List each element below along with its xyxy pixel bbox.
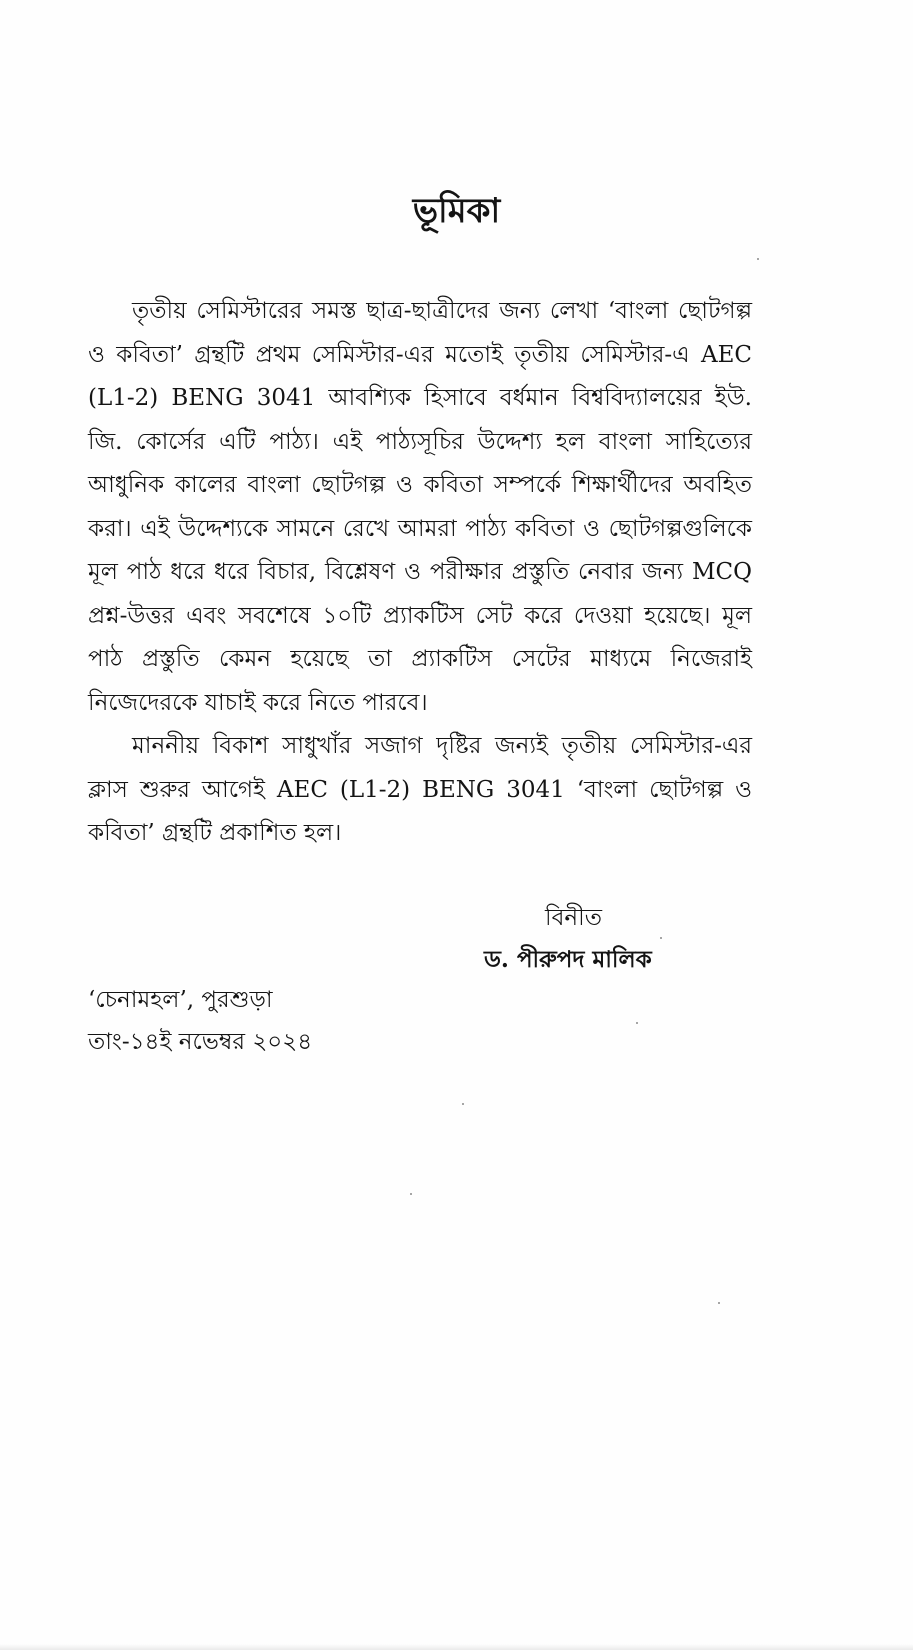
scan-speck <box>410 1193 412 1195</box>
place-date-block <box>88 979 488 1063</box>
scan-speck <box>636 1022 638 1024</box>
scan-edge-shadow <box>0 1644 913 1650</box>
scan-speck <box>757 258 759 260</box>
date-line: তাং-১৪ই নভেম্বর ২০২৪ <box>88 1029 313 1055</box>
author-name: ড. পীরুপদ মালিক <box>484 946 652 973</box>
preface-body <box>88 290 752 856</box>
paragraph-2: মাননীয় বিকাশ সাধুখাঁর সজাগ দৃষ্টির জন্যই তৃতীয় সেমিস্টার-এর ক্লাস শুরুর আগেই AEC (L1-2) BENG 3041 ‘বাংলা ছোটগল্প ও কবিতা’ গ্রন্থটি প্রকাশিত হল। <box>88 733 752 846</box>
closing-word: বিনীত <box>545 905 602 931</box>
scan-speck <box>718 1302 720 1304</box>
scan-speck <box>660 937 662 939</box>
paragraph-1: তৃতীয় সেমিস্টারের সমস্ত ছাত্র-ছাত্রীদের জন্য লেখা ‘বাংলা ছোটগল্প ও কবিতা’ গ্রন্থটি প্রথম সেমিস্টার-এর মতোই তৃতীয় সেমিস্টার-এ AEC (L1-2) BENG 3041 আবশ্যিক হিসাবে বর্ধমান বিশ্ববিদ্যালয়ের ইউ. জি. কোর্সের এটি পাঠ্য। এই পাঠ্যসূচির উদ্দেশ্য হল বাংলা সাহিত্যের আধুনিক কালের বাংলা ছোটগল্প ও কবিতা সম্পর্কে শিক্ষার্থীদের অবহিত করা। এই উদ্দেশ্যকে সামনে রেখে আমরা পাঠ্য কবিতা ও ছোটগল্পগুলিকে মূল পাঠ ধরে ধরে বিচার, বিশ্লেষণ ও পরীক্ষার প্রস্তুতি নেবার জন্য MCQ প্রশ্ন-উত্তর এবং সবশেষে ১০টি প্র্যাকটিস সেট করে দেওয়া হয়েছে। মূল পাঠ প্রস্তুতি কেমন হয়েছে তা প্র্যাকটিস সেটের মাধ্যমে নিজেরাই নিজেদেরকে যাচাই করে নিতে পারবে। <box>88 298 752 716</box>
page-title: ভূমিকা <box>412 191 501 231</box>
place-line: ‘চেনামহল’, পুরশুড়া <box>88 987 273 1013</box>
scan-speck <box>462 1103 464 1105</box>
signature-block <box>484 897 744 981</box>
